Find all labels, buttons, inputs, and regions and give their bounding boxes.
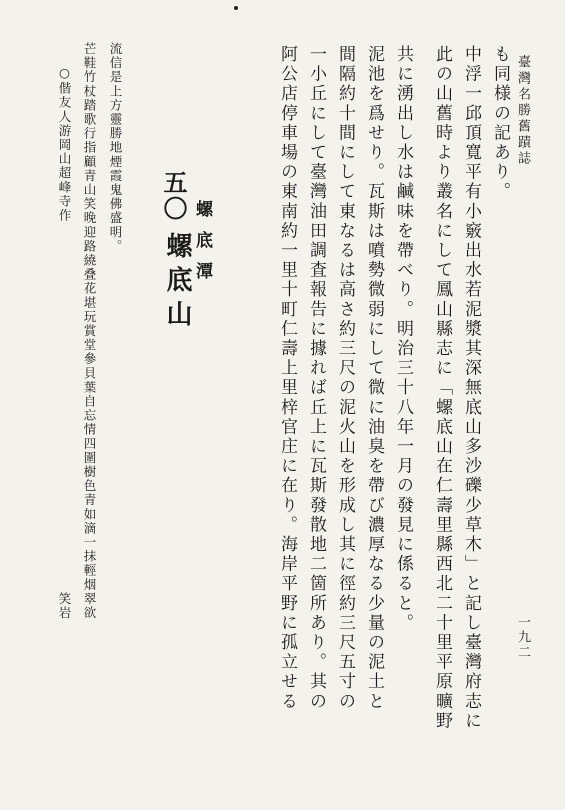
body-line: 共に湧出し水は鹹味を帶べり。明治三十八年一月の發見に係ると。 [393, 45, 413, 633]
running-title: 臺灣名勝舊蹟誌 [515, 55, 530, 167]
section-number: 五〇 [159, 170, 188, 222]
poem-line: 芒鞋竹杖踏歌行指顧青山笑晚迎路繞叠花堪玩賞堂參貝葉自忘情四圍樹色青如滴一抹輕烟翠欲 [82, 42, 97, 621]
ink-speck [234, 6, 238, 10]
body-line: 此の山舊時より叢名にして鳳山縣志に「螺底山在仁壽里縣西北二十里平原曠野 [432, 45, 452, 731]
poem-line: 流信是上方靈勝地煙霞鬼佛盛明。 [108, 42, 123, 254]
body-line: 阿公店停車場の東南約一里十町仁壽上里梓官庄に在り。海岸平野に孤立せる [277, 45, 297, 712]
body-line: 間隔約十間にして東なるは高さ約三尺の泥火山を形成し其に徑約三尺五寸の [335, 45, 355, 712]
body-line: 中浮一邱頂寬平有小竅出水若泥漿其深無底山多沙礫少草木」と記し臺灣府志に [461, 45, 481, 731]
body-line: も同様の記あり。 [490, 45, 510, 202]
section-subtitle: 螺底潭 [192, 200, 212, 293]
poem-title: ○偕友人游岡山超峰寺作 [57, 65, 72, 223]
body-line: 一小丘にして臺灣油田調査報告に據れば丘上に瓦斯發散地二箇所あり。其の [306, 45, 326, 712]
section-title: 螺底山 [162, 232, 192, 334]
body-line: 泥池を爲せり。瓦斯は噴勢微弱にして微に油臭を帶び濃厚なる少量の泥土と [364, 45, 384, 712]
poem-author: 笑岩 [57, 592, 72, 621]
page-number: 一九二 [515, 615, 530, 660]
